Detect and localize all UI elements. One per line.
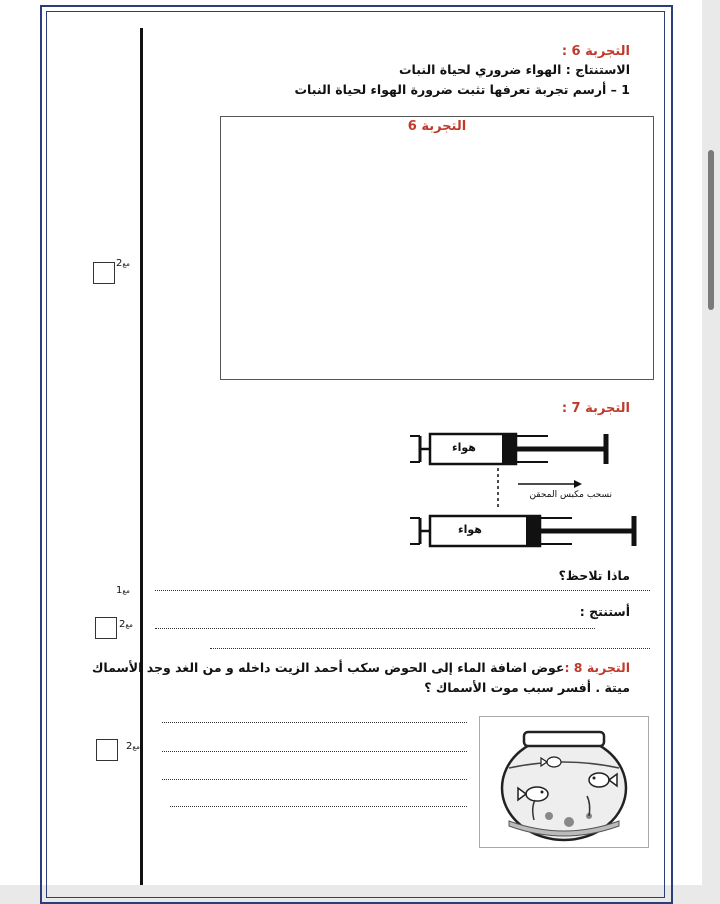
- exp8-answer-line-1[interactable]: [162, 722, 467, 723]
- syringe-arrow-label: نسحب مكبس المحقن: [529, 490, 612, 500]
- score-label-3: [119, 619, 133, 630]
- exp8-text-line-1: [92, 660, 630, 675]
- exp7-conclude-answer-line-1[interactable]: [155, 628, 595, 629]
- score-1-text: مع: [122, 260, 130, 268]
- score-box-4[interactable]: [96, 739, 118, 761]
- syringe-bottom: [410, 516, 634, 546]
- syringe-top: [410, 434, 606, 464]
- exp8-answer-line-2[interactable]: [162, 751, 467, 752]
- fishbowl-illustration: [479, 716, 649, 848]
- exp6-title: التجربة 6 :: [561, 44, 630, 59]
- score-box-3[interactable]: [95, 617, 117, 639]
- exp8-answer-line-4[interactable]: [170, 806, 467, 807]
- exp7-observe-answer-line[interactable]: [155, 590, 650, 591]
- exp6-box-label: التجربة 6: [407, 119, 467, 134]
- exp6-drawing-area[interactable]: [220, 116, 654, 380]
- scrollbar-thumb[interactable]: [708, 150, 714, 310]
- exp8-text-line-2: ميتة . أفسر سبب موت الأسماك ؟: [424, 680, 630, 695]
- score-3-number: 2: [119, 619, 126, 630]
- pull-arrow: [518, 480, 582, 488]
- score-1-number: 2: [116, 258, 123, 269]
- score-4-text: مع: [132, 743, 140, 751]
- exp8-title: التجربة 8 :: [564, 660, 630, 675]
- exp6-conclusion: الاستنتاج : الهواء ضروري لحياة النبات: [399, 62, 630, 77]
- score-label-1: [116, 258, 130, 269]
- score-label-4: [126, 741, 140, 752]
- exp8-answer-line-3[interactable]: [162, 779, 467, 780]
- syringe-air-label-bottom: هواء: [458, 523, 482, 536]
- exp7-question-conclude: أستنتج :: [579, 604, 630, 619]
- exp7-conclude-answer-line-2[interactable]: [210, 648, 650, 649]
- score-4-number: 2: [126, 741, 133, 752]
- exp7-title: التجربة 7 :: [561, 401, 630, 416]
- score-2-number: 1: [116, 585, 123, 596]
- score-2-text: مع: [122, 587, 130, 595]
- exp7-question-observe: ماذا تلاحظ؟: [558, 568, 630, 583]
- score-3-text: مع: [125, 621, 133, 629]
- grading-column-divider: [140, 28, 143, 885]
- syringe-air-label-top: هواء: [452, 441, 476, 454]
- exp8-text-1: عوض اضافة الماء إلى الحوض سكب أحمد الزيت داخله و من الغد وجد الأسماك: [91, 660, 565, 675]
- exp6-task: 1 – أرسم تجربة تعرفها تثبت ضرورة الهواء لحياة النبات: [294, 82, 630, 97]
- score-label-2: [116, 585, 130, 596]
- score-box-1[interactable]: [93, 262, 115, 284]
